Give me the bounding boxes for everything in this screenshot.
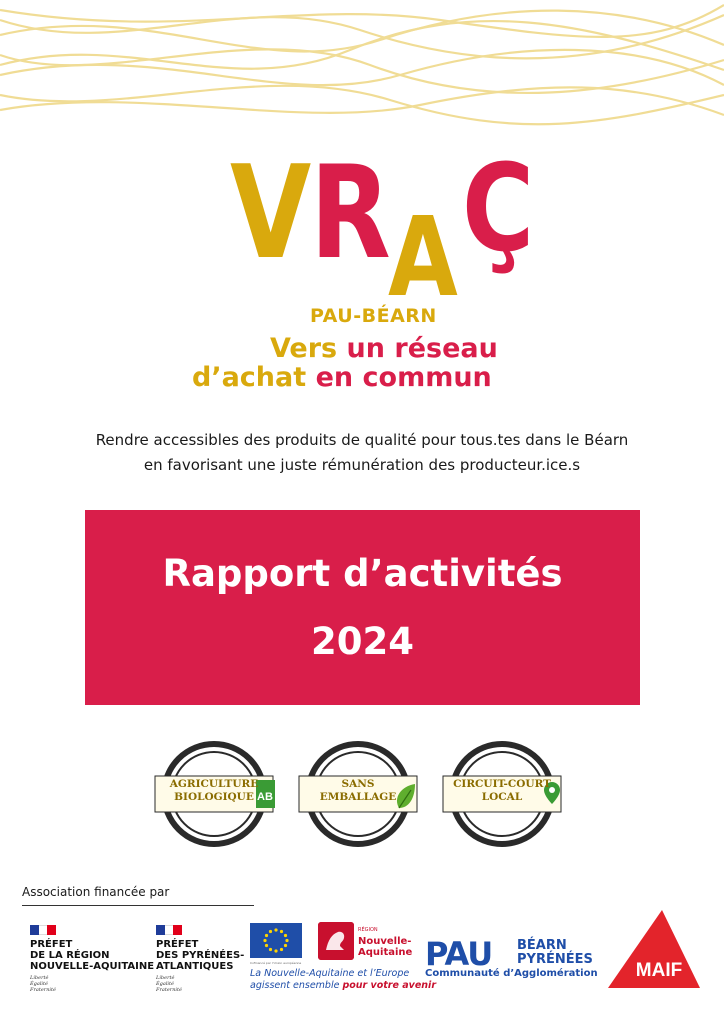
- logo-letter-a: A: [388, 193, 458, 321]
- maif-logo: [600, 908, 700, 988]
- logo-tagline-line1: [270, 333, 498, 364]
- logo-letter-c-cedilla: Ç: [462, 140, 535, 279]
- partner-caption-line2a: agissent ensemble: [250, 980, 340, 991]
- tagline-word-vers: Vers: [270, 333, 338, 364]
- mission-line-1: Rendre accessibles des produits de qualité pour tous.tes dans le Béarn: [95, 431, 629, 449]
- republic-motto: [156, 975, 244, 993]
- badge-label-line2: EMBALLAGE: [319, 791, 397, 803]
- report-title-banner: [85, 510, 640, 705]
- mission-statement: [0, 428, 724, 478]
- svg-text:AB: AB: [257, 791, 273, 803]
- badge-agriculture-biologique: [153, 738, 275, 850]
- region-small-label: RÉGION: [358, 927, 378, 933]
- prefet-region-line1: PRÉFET: [30, 939, 73, 950]
- french-flag-icon: [30, 925, 56, 935]
- badge-label: [441, 778, 563, 804]
- motto-egalite: Égalité: [30, 981, 48, 987]
- maif-logo-text: MAIF: [635, 960, 683, 981]
- motto-fraternite: Fraternité: [30, 987, 56, 993]
- republic-motto: [30, 975, 154, 993]
- vrac-logo: [192, 139, 540, 400]
- prefet-pyrenees-line1: PRÉFET: [156, 939, 199, 950]
- pau-logo-pyrenees: PYRÉNÉES: [517, 952, 593, 967]
- badge-label-line1: CIRCUIT-COURT: [453, 778, 551, 790]
- tagline-word-achat: d’achat: [192, 362, 307, 393]
- prefet-region-logo: [30, 925, 154, 993]
- motto-liberte: Liberté: [156, 975, 175, 981]
- partner-caption-line2: [250, 980, 436, 992]
- eu-flag-icon: [250, 923, 302, 958]
- pau-logo-subtitle: Communauté d’Agglomération: [425, 968, 598, 979]
- motto-egalite: Égalité: [156, 981, 174, 987]
- badge-label-line2: LOCAL: [481, 791, 523, 803]
- report-title: Rapport d’activités: [162, 552, 563, 595]
- funded-by-divider: [22, 905, 254, 906]
- report-year: 2024: [311, 620, 414, 663]
- tagline-word-reseau: un réseau: [346, 333, 498, 364]
- region-lion-icon: [318, 922, 354, 960]
- region-name-line2: Aquitaine: [358, 947, 413, 958]
- badge-label-line1: SANS: [341, 778, 375, 790]
- partner-caption-line2b: pour votre avenir: [342, 980, 436, 991]
- eu-caption: Cofinancé par l’Union européenne: [250, 961, 302, 965]
- motto-fraternite: Fraternité: [156, 987, 182, 993]
- logo-location: PAU-BÉARN: [310, 305, 437, 327]
- pau-logo-word: PAU: [425, 935, 493, 973]
- prefet-region-line3: NOUVELLE-AQUITAINE: [30, 961, 155, 972]
- europe-partner-caption: [250, 968, 436, 992]
- prefet-pyrenees-line3: ATLANTIQUES: [156, 961, 234, 972]
- prefet-pyrenees-line2: DES PYRÉNÉES-: [156, 950, 245, 961]
- badge-label-line2: BIOLOGIQUE: [174, 791, 254, 803]
- badge-sans-emballage: [297, 738, 419, 850]
- logo-letter-v: V: [230, 139, 312, 288]
- badge-label-line1: AGRICULTURE: [169, 778, 259, 790]
- french-flag-icon: [156, 925, 182, 935]
- logo-tagline-line2: [192, 362, 492, 393]
- badge-label: [153, 778, 275, 804]
- pau-logo-bearn: BÉARN: [517, 938, 567, 953]
- prefet-region-line2: DE LA RÉGION: [30, 950, 110, 961]
- region-name-line1: Nouvelle-: [358, 936, 412, 947]
- tagline-word-commun: en commun: [315, 362, 492, 393]
- partner-caption-line1: La Nouvelle-Aquitaine et l’Europe: [250, 968, 410, 979]
- badge-label: [297, 778, 419, 804]
- badge-circuit-court-local: [441, 738, 563, 850]
- mission-line-2: en favorisant une juste rémunération des producteur.ice.s: [143, 456, 581, 474]
- motto-liberte: Liberté: [30, 975, 49, 981]
- region-nouvelle-aquitaine-logo: [358, 925, 412, 958]
- prefet-pyrenees-logo: [156, 925, 244, 993]
- logo-letter-r: R: [310, 139, 391, 288]
- funded-by-label: Association financée par: [22, 885, 170, 899]
- decorative-wave-pattern: [0, 0, 724, 130]
